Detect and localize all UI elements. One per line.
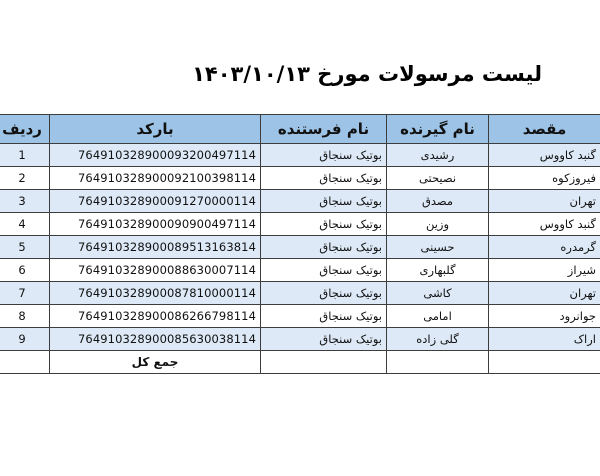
cell-destination: شیراز xyxy=(489,259,600,282)
cell-barcode: 764910328900085630038114 xyxy=(50,328,261,351)
cell-sender: بوتیک سنجاق xyxy=(261,259,387,282)
total-destination-cell xyxy=(489,351,600,374)
cell-destination: اراک xyxy=(489,328,600,351)
table-row xyxy=(0,236,600,259)
cell-sender: بوتیک سنجاق xyxy=(261,328,387,351)
table-row xyxy=(0,213,600,236)
cell-index: 9 xyxy=(0,328,50,351)
cell-receiver: وزین xyxy=(387,213,489,236)
total-index-cell xyxy=(0,351,50,374)
cell-sender: بوتیک سنجاق xyxy=(261,167,387,190)
cell-barcode: 764910328900093200497114 xyxy=(50,144,261,167)
cell-receiver: امامی xyxy=(387,305,489,328)
cell-barcode: 764910328900088630007114 xyxy=(50,259,261,282)
table-total-row xyxy=(0,351,600,374)
table-row xyxy=(0,144,600,167)
cell-barcode: 764910328900087810000114 xyxy=(50,282,261,305)
header-index: ردیف xyxy=(0,115,50,144)
cell-sender: بوتیک سنجاق xyxy=(261,282,387,305)
header-barcode: بارکد xyxy=(50,115,261,144)
table-row xyxy=(0,167,600,190)
table-row xyxy=(0,305,600,328)
cell-sender: بوتیک سنجاق xyxy=(261,213,387,236)
header-sender: نام فرستنده xyxy=(261,115,387,144)
cell-destination: تهران xyxy=(489,282,600,305)
cell-destination: گرمدره xyxy=(489,236,600,259)
cell-receiver: مصدق xyxy=(387,190,489,213)
total-sender-cell xyxy=(261,351,387,374)
cell-index: 7 xyxy=(0,282,50,305)
cell-barcode: 764910328900091270000114 xyxy=(50,190,261,213)
cell-index: 3 xyxy=(0,190,50,213)
cell-barcode: 764910328900086266798114 xyxy=(50,305,261,328)
cell-index: 5 xyxy=(0,236,50,259)
table-row xyxy=(0,328,600,351)
cell-barcode: 764910328900092100398114 xyxy=(50,167,261,190)
table-row xyxy=(0,190,600,213)
cell-index: 6 xyxy=(0,259,50,282)
cell-sender: بوتیک سنجاق xyxy=(261,144,387,167)
cell-index: 8 xyxy=(0,305,50,328)
cell-sender: بوتیک سنجاق xyxy=(261,190,387,213)
page-title: لیست مرسولات مورخ ۱۴۰۳/۱۰/۱۳ xyxy=(192,62,542,86)
cell-destination: گنبد کاووس xyxy=(489,213,600,236)
cell-receiver: نصیحتی xyxy=(387,167,489,190)
total-receiver-cell xyxy=(387,351,489,374)
shipments-table xyxy=(0,114,600,374)
cell-destination: فیروزکوه xyxy=(489,167,600,190)
cell-destination: گنبد کاووس xyxy=(489,144,600,167)
table-header-row xyxy=(0,115,600,144)
cell-receiver: گلبهاری xyxy=(387,259,489,282)
table-row xyxy=(0,259,600,282)
total-label: جمع کل xyxy=(50,351,261,374)
cell-barcode: 764910328900090900497114 xyxy=(50,213,261,236)
cell-index: 1 xyxy=(0,144,50,167)
cell-receiver: رشیدی xyxy=(387,144,489,167)
header-receiver: نام گیرنده xyxy=(387,115,489,144)
cell-receiver: حسینی xyxy=(387,236,489,259)
header-destination: مقصد xyxy=(489,115,600,144)
cell-sender: بوتیک سنجاق xyxy=(261,305,387,328)
cell-receiver: گلی زاده xyxy=(387,328,489,351)
cell-index: 4 xyxy=(0,213,50,236)
cell-receiver: کاشی xyxy=(387,282,489,305)
table-row xyxy=(0,282,600,305)
cell-index: 2 xyxy=(0,167,50,190)
cell-sender: بوتیک سنجاق xyxy=(261,236,387,259)
cell-barcode: 764910328900089513163814 xyxy=(50,236,261,259)
cell-destination: جوانرود xyxy=(489,305,600,328)
cell-destination: تهران xyxy=(489,190,600,213)
